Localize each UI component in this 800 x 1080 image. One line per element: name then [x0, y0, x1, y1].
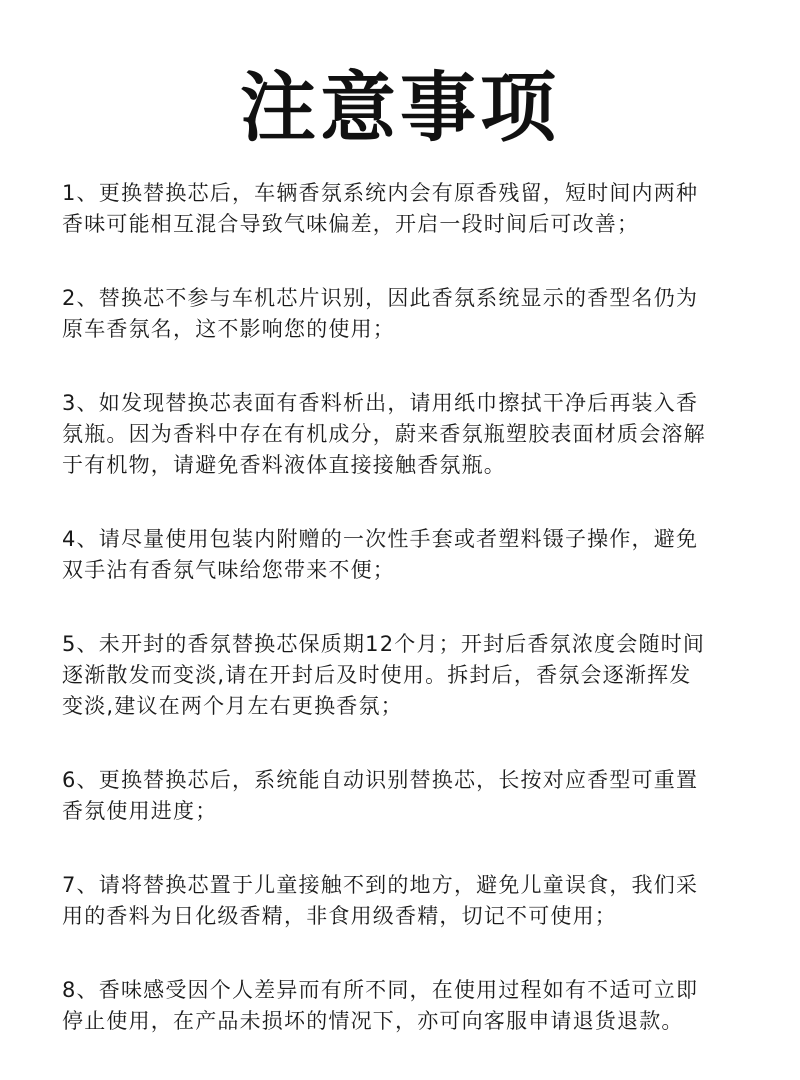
note-line: 7、请将替换芯置于儿童接触不到的地方，避免儿童误食，我们采 — [62, 873, 699, 897]
note-line: 5、未开封的香氛替换芯保质期12个月；开封后香氛浓度会随时间 — [62, 632, 706, 656]
note-item-1 — [62, 178, 752, 240]
note-line: 1、更换替换芯后，车辆香氛系统内会有原香残留，短时间内两种 — [62, 181, 699, 205]
note-item-5 — [62, 629, 752, 722]
note-line: 6、更换替换芯后，系统能自动识别替换芯，长按对应香型可重置 — [62, 768, 699, 792]
note-line: 3、如发现替换芯表面有香料析出，请用纸巾擦拭干净后再装入香 — [62, 391, 699, 415]
notes-list — [62, 178, 752, 1080]
note-line: 4、请尽量使用包装内附赠的一次性手套或者塑料镊子操作，避免 — [62, 527, 699, 551]
page-title: 注意事项 — [240, 63, 560, 152]
note-line: 香氛使用进度； — [62, 799, 218, 823]
note-line: 8、香味感受因个人差异而有所不同，在使用过程如有不适可立即 — [62, 978, 699, 1002]
note-item-6 — [62, 765, 752, 827]
note-item-3 — [62, 388, 752, 481]
note-item-8 — [62, 975, 752, 1037]
note-line: 2、替换芯不参与车机芯片识别，因此香氛系统显示的香型名仍为 — [62, 286, 699, 310]
note-line: 氛瓶。因为香料中存在有机成分，蔚来香氛瓶塑胶表面材质会溶解 — [62, 422, 706, 446]
note-line: 原车香氛名，这不影响您的使用； — [62, 317, 395, 341]
note-item-2 — [62, 283, 752, 345]
note-line: 变淡,建议在两个月左右更换香氛； — [62, 694, 403, 718]
note-line: 于有机物，请避免香料液体直接接触香氛瓶。 — [62, 453, 506, 477]
note-line: 双手沾有香氛气味给您带来不便； — [62, 558, 395, 582]
note-item-4 — [62, 524, 752, 586]
note-line: 逐渐散发而变淡,请在开封后及时使用。拆封后，香氛会逐渐挥发 — [62, 663, 692, 687]
note-item-7 — [62, 870, 752, 932]
note-line: 用的香料为日化级香精，非食用级香精，切记不可使用； — [62, 904, 617, 928]
note-line: 香味可能相互混合导致气味偏差，开启一段时间后可改善； — [62, 212, 640, 236]
note-line: 停止使用，在产品未损坏的情况下，亦可向客服申请退货退款。 — [62, 1009, 684, 1033]
